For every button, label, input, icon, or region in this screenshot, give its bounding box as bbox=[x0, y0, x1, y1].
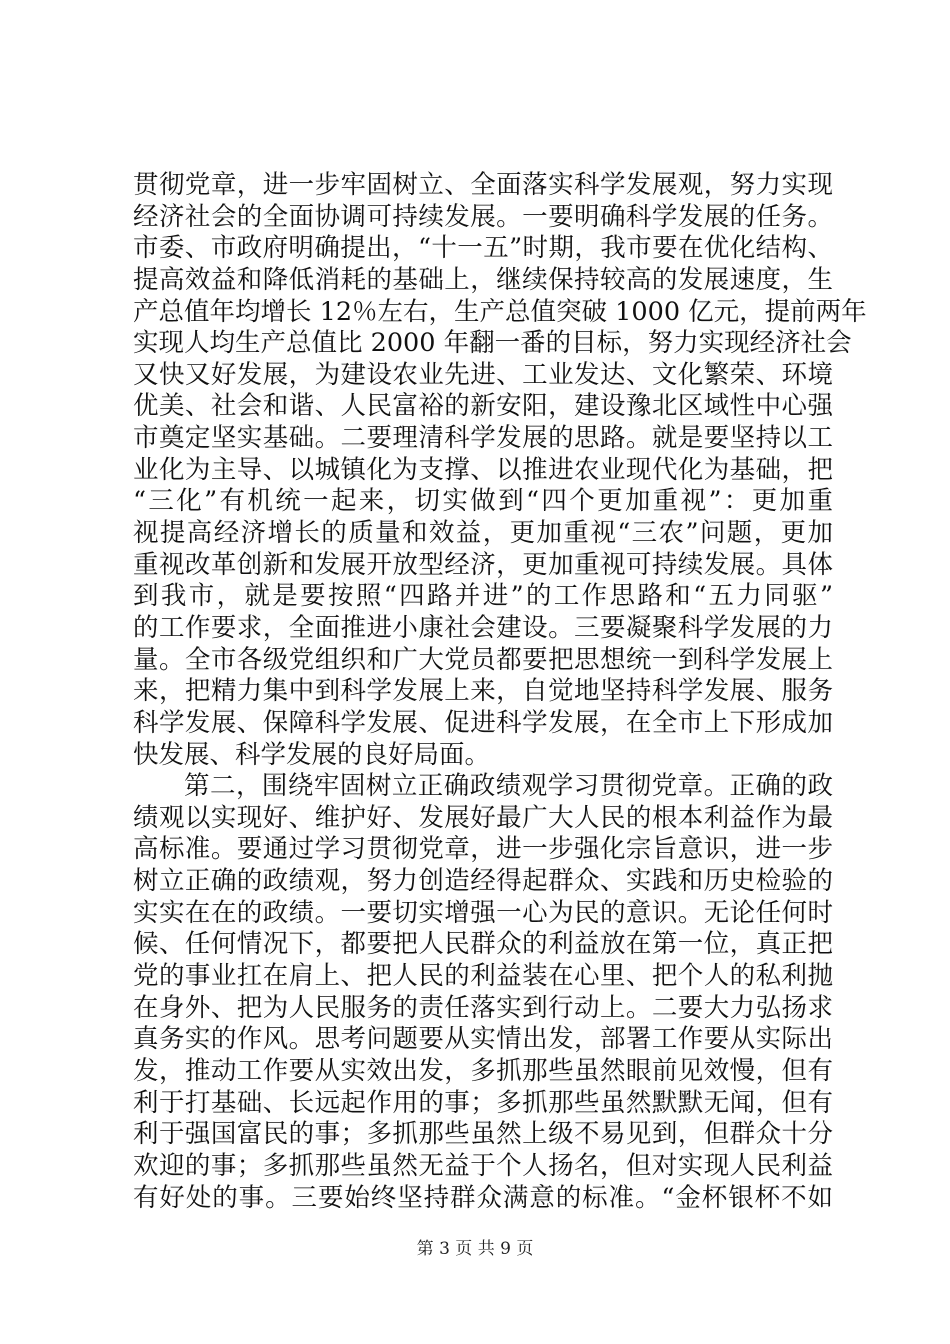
text-line: 的工作要求，全面推进小康社会建设。三要凝聚科学发展的力 bbox=[133, 612, 833, 643]
paragraph-start-line: 第二，围绕牢固树立正确政绩观学习贯彻党章。正确的政 bbox=[184, 771, 833, 802]
text-line: 重视改革创新和发展开放型经济，更加重视可持续发展。具体 bbox=[133, 549, 833, 580]
text-line: 欢迎的事；多抓那些虽然无益于个人扬名，但对实现人民利益 bbox=[133, 1150, 833, 1181]
text-line: 利于强国富民的事；多抓那些虽然上级不易见到，但群众十分 bbox=[133, 1119, 833, 1150]
text-line: 经济社会的全面协调可持续发展。一要明确科学发展的任务。 bbox=[133, 201, 833, 232]
text-line: 候、任何情况下，都要把人民群众的利益放在第一位，真正把 bbox=[133, 929, 833, 960]
text-line: 到我市，就是要按照“四路并进”的工作思路和“五力同驱” bbox=[133, 581, 833, 612]
text-line: 绩观以实现好、维护好、发展好最广大人民的根本利益作为最 bbox=[133, 802, 833, 833]
text-line: 高标准。要通过学习贯彻党章，进一步强化宗旨意识，进一步 bbox=[133, 834, 833, 865]
text-line: 实现人均生产总值比 2000 年翻一番的目标，努力实现经济社会 bbox=[133, 328, 852, 359]
text-line: 党的事业扛在肩上、把人民的利益装在心里、把个人的私利抛 bbox=[133, 961, 833, 992]
body-text bbox=[133, 170, 867, 1214]
text-line: 有好处的事。三要始终坚持群众满意的标准。“金杯银杯不如 bbox=[133, 1182, 833, 1213]
text-line: 在身外、把为人民服务的责任落实到行动上。二要大力弘扬求 bbox=[133, 992, 833, 1023]
text-line: 贯彻党章，进一步牢固树立、全面落实科学发展观，努力实现 bbox=[133, 170, 833, 200]
text-line: 科学发展、保障科学发展、促进科学发展，在全市上下形成加 bbox=[133, 707, 833, 738]
text-line: 市委、市政府明确提出，“十一五”时期，我市要在优化结构、 bbox=[133, 233, 833, 264]
text-line: 量。全市各级党组织和广大党员都要把思想统一到科学发展上 bbox=[133, 644, 833, 675]
text-line: “三化”有机统一起来，切实做到“四个更加重视”：更加重 bbox=[133, 486, 833, 517]
text-line: 利于打基础、长远起作用的事；多抓那些虽然默默无闻，但有 bbox=[133, 1087, 833, 1118]
text-line: 实实在在的政绩。一要切实增强一心为民的意识。无论任何时 bbox=[133, 897, 833, 928]
text-line: 提高效益和降低消耗的基础上，继续保持较高的发展速度，生 bbox=[133, 264, 833, 295]
text-line: 又快又好发展，为建设农业先进、工业发达、文化繁荣、环境 bbox=[133, 359, 833, 390]
text-line: 树立正确的政绩观，努力创造经得起群众、实践和历史检验的 bbox=[133, 866, 833, 897]
page-footer: 第 3 页 共 9 页 bbox=[416, 1239, 534, 1259]
text-line: 市奠定坚实基础。二要理清科学发展的思路。就是要坚持以工 bbox=[133, 423, 833, 454]
text-line: 来，把精力集中到科学发展上来，自觉地坚持科学发展、服务 bbox=[133, 676, 833, 707]
text-line: 业化为主导、以城镇化为支撑、以推进农业现代化为基础，把 bbox=[133, 454, 833, 485]
text-line: 快发展、科学发展的良好局面。 bbox=[133, 739, 491, 770]
text-line: 真务实的作风。思考问题要从实情出发，部署工作要从实际出 bbox=[133, 1024, 833, 1055]
text-line: 视提高经济增长的质量和效益，更加重视“三农”问题，更加 bbox=[133, 518, 833, 549]
text-line: 发，推动工作要从实效出发，多抓那些虽然眼前见效慢，但有 bbox=[133, 1055, 833, 1086]
text-line: 产总值年均增长 12％左右，生产总值突破 1000 亿元，提前两年 bbox=[133, 296, 867, 327]
text-line: 优美、社会和谐、人民富裕的新安阳，建设豫北区域性中心强 bbox=[133, 391, 833, 422]
